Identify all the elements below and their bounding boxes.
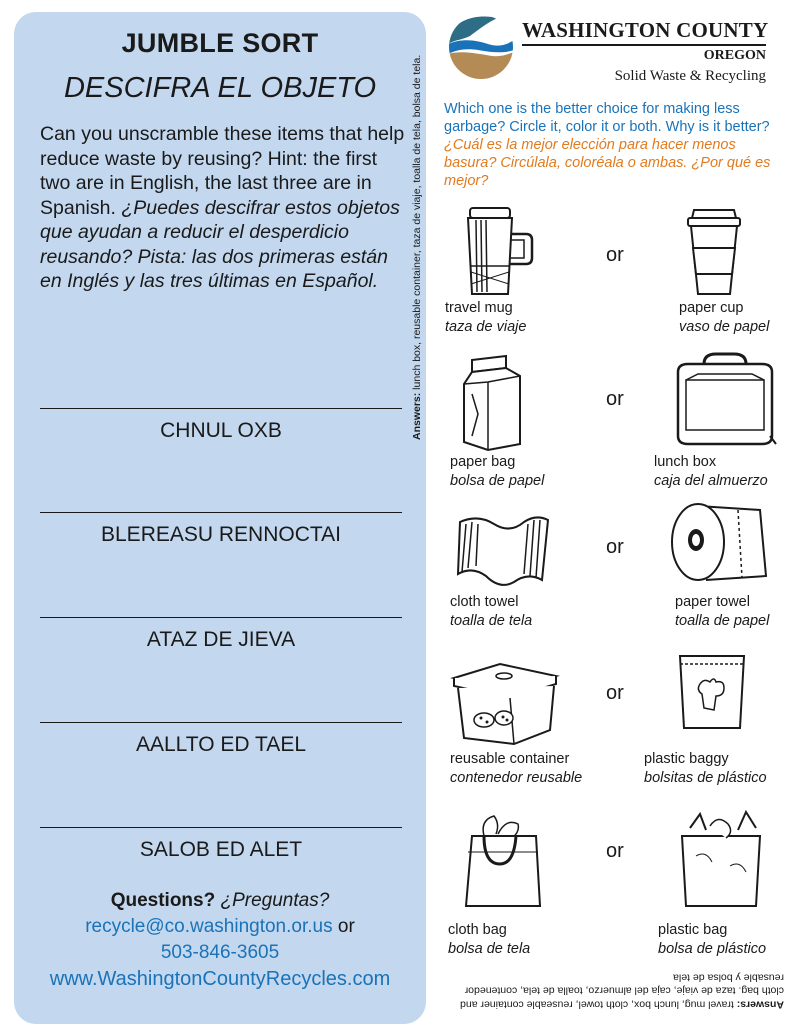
or-label: or [606, 840, 624, 862]
item-name-en: lunch box [654, 454, 717, 470]
answers-bottom-label: Answers: [736, 998, 784, 1011]
cloth-bag-icon [454, 812, 550, 912]
puzzle-word-3 [40, 617, 402, 652]
jumble-intro [40, 122, 406, 294]
choice-cloth-towel[interactable] [444, 500, 614, 650]
choice-paper-cup[interactable] [674, 200, 800, 350]
choice-pair-2 [444, 350, 790, 500]
or-label: or [606, 536, 624, 558]
contact-block [14, 888, 426, 992]
answer-line [40, 827, 402, 828]
instructions-spanish: ¿Cuál es la mejor elección para hacer menos basura? Circúlala, coloréala o ambas. ¿Por qué es mejor? [444, 137, 771, 189]
cloth-towel-icon [454, 512, 554, 588]
puzzle-word-1 [40, 408, 402, 443]
website-link[interactable]: www.WashingtonCountyRecycles.com [49, 968, 391, 990]
answers-side-label: Answers: [411, 392, 423, 440]
scrambled-word: AALLTO ED TAEL [135, 733, 307, 756]
instructions [444, 100, 780, 190]
brand-name: WASHINGTON COUNTY [522, 18, 769, 42]
questions-english: Questions? [110, 890, 216, 911]
email-link[interactable]: recycle@co.washington.or.us [85, 916, 333, 937]
answer-line [40, 617, 402, 618]
or-text: or [337, 916, 355, 937]
puzzle-word-2 [40, 512, 402, 547]
answer-line [40, 408, 402, 409]
choice-paper-towel[interactable] [666, 500, 800, 650]
scrambled-word: SALOB ED ALET [139, 838, 303, 861]
item-name-en: travel mug [445, 300, 513, 316]
answers-bottom [444, 970, 784, 1011]
item-name-en: paper cup [679, 300, 744, 316]
answer-line [40, 722, 402, 723]
answers-side-text: lunch box, reusable container, taza de viaje, toalla de tela, bolsa de tela. [411, 54, 423, 390]
plastic-bag-icon [676, 806, 766, 912]
reusable-container-icon [448, 660, 562, 746]
brand-tagline: Solid Waste & Recycling [614, 68, 766, 84]
choice-plastic-bag[interactable] [656, 806, 800, 956]
item-name-en: plastic bag [658, 922, 728, 938]
jumble-subtitle: DESCIFRA EL OBJETO [63, 72, 377, 104]
item-name-es: bolsa de plástico [658, 941, 767, 957]
choice-plastic-baggy[interactable] [644, 650, 800, 800]
choice-reusable-container[interactable] [444, 650, 614, 800]
puzzle-word-4 [40, 722, 402, 757]
choice-pair-1 [444, 200, 790, 350]
choice-cloth-bag[interactable] [444, 806, 614, 956]
item-name-es: toalla de tela [450, 613, 533, 629]
choice-lunch-box[interactable] [654, 350, 800, 500]
travel-mug-icon [462, 206, 542, 298]
brand-state: OREGON [703, 48, 766, 63]
choice-pair-5 [444, 806, 790, 956]
item-name-es: bolsitas de plástico [644, 770, 767, 786]
item-name-en: cloth towel [450, 594, 519, 610]
paper-bag-icon [458, 354, 530, 452]
or-label: or [606, 244, 624, 266]
scrambled-word: ATAZ DE JIEVA [146, 628, 296, 651]
item-name-es: bolsa de papel [450, 473, 545, 489]
item-name-es: caja del almuerzo [654, 473, 768, 489]
brand-divider [522, 44, 766, 46]
plastic-baggy-icon [674, 652, 750, 732]
choice-pair-4 [444, 650, 790, 800]
puzzle-word-5 [40, 827, 402, 862]
item-name-en: paper towel [675, 594, 750, 610]
instructions-english: Which one is the better choice for making less garbage? Circle it, color it or both. Why is it better? [444, 101, 770, 135]
item-name-es: taza de viaje [445, 319, 527, 335]
answers-side [411, 4, 427, 440]
scrambled-word: CHNUL OXB [160, 419, 282, 442]
jumble-title: JUMBLE SORT [121, 28, 319, 58]
intro-spanish: ¿Puedes descifrar estos objetos que ayudan a reducir el desperdicio reusando? Pista: las dos primeras están en Inglés y las tres últimas en Español. [40, 196, 400, 292]
intro-english: Can you unscramble these items that help reduce waste by reusing? Hint: the first two are in English, the last three are in Spanish. [40, 123, 405, 219]
choice-pair-3 [444, 500, 790, 650]
paper-towel-icon [666, 500, 776, 590]
item-name-en: cloth bag [448, 922, 507, 938]
answers-bottom-text: travel mug, lunch box, cloth towel, reuseable container and cloth bag. taza de viaje, caja del almuerzo, toalla de tela, contenedor reusable y bolsa de tela [460, 971, 784, 1011]
choice-travel-mug[interactable] [444, 200, 614, 350]
choice-paper-bag[interactable] [444, 350, 614, 500]
item-name-es: bolsa de tela [448, 941, 531, 957]
questions-spanish: ¿Preguntas? [220, 890, 330, 911]
paper-cup-icon [682, 208, 746, 296]
item-name-es: contenedor reusable [450, 770, 583, 786]
item-name-en: reusable container [450, 751, 570, 767]
answer-line [40, 512, 402, 513]
item-name-es: vaso de papel [679, 319, 770, 335]
item-name-en: paper bag [450, 454, 516, 470]
county-logo [448, 14, 514, 80]
scrambled-word: BLEREASU RENNOCTAI [101, 523, 341, 546]
or-label: or [606, 682, 624, 704]
lunch-box-icon [670, 350, 780, 450]
item-name-en: plastic baggy [644, 751, 729, 767]
phone-number[interactable]: 503-846-3605 [160, 942, 280, 963]
or-label: or [606, 388, 624, 410]
item-name-es: toalla de papel [675, 613, 770, 629]
